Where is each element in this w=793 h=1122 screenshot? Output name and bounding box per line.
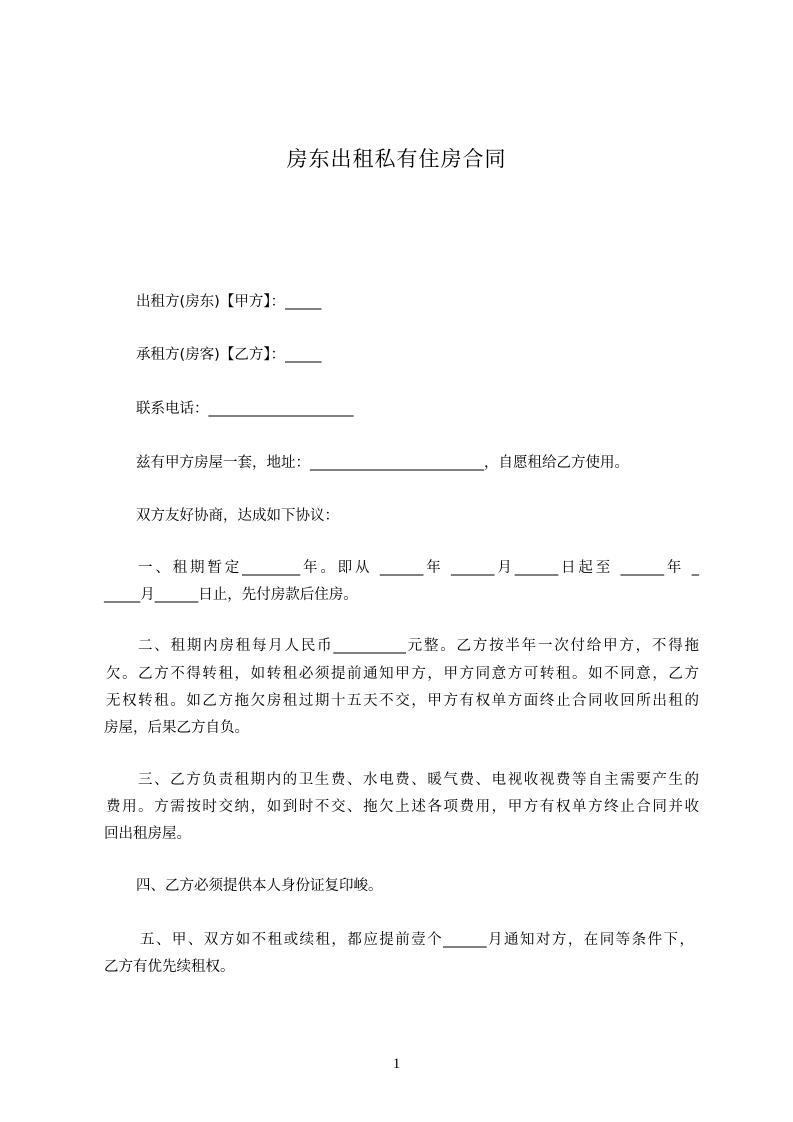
clause-4: 四、乙方必须提供本人身份证复印峻。 [136, 878, 383, 894]
clause-2-line-1: 二、租期内房租每月人民币__________元整。乙方按半年一次付给甲方，不得拖 [138, 638, 699, 654]
address-line: 兹有甲方房屋一套，地址：________________________，自愿租给乙方使用。 [136, 455, 629, 471]
contract-title: 房东出租私有住房合同 [286, 147, 507, 171]
agreement-intro: 双方友好协商，达成如下协议： [136, 508, 339, 524]
lessee-line: 承租方(房客)【乙方】：_____ [136, 347, 322, 363]
clause-3-line-2: 费用。方需按时交纳，如到时不交、拖欠上述各项费用，甲方有权单方终止合同并收 [106, 799, 699, 815]
clause-2-line-3: 无权转租。如乙方拖欠房租过期十五天不交，甲方有权单方面终止合同收回所出租的 [106, 693, 699, 709]
clause-3-line-3: 回出租房屋。 [104, 826, 191, 842]
clause-1-line-1: 一、租期暂定________年。即从 ______年 ______月______日起至 ______年 _ [138, 560, 699, 576]
clause-2-line-2: 欠。乙方不得转租，如转租必须提前通知甲方，甲方同意方可转租。如不同意，乙方 [106, 666, 699, 682]
phone-line: 联系电话：____________________ [136, 401, 354, 417]
clause-5-line-2: 乙方有优先续租权。 [104, 959, 235, 975]
page-number: 1 [392, 1056, 401, 1072]
clause-3-line-1: 三、乙方负责租期内的卫生费、水电费、暖气费、电视收视费等自主需要产生的 [138, 772, 699, 788]
clause-1-line-2: _____月______日止，先付房款后住房。 [104, 587, 358, 603]
lessor-line: 出租方(房东)【甲方】：_____ [136, 294, 322, 310]
clause-5-line-1: 五、甲、双方如不租或续租，都应提前壹个______月通知对方，在同等条件下， [140, 932, 694, 948]
clause-2-line-4: 房屋，后果乙方自负。 [104, 720, 249, 736]
